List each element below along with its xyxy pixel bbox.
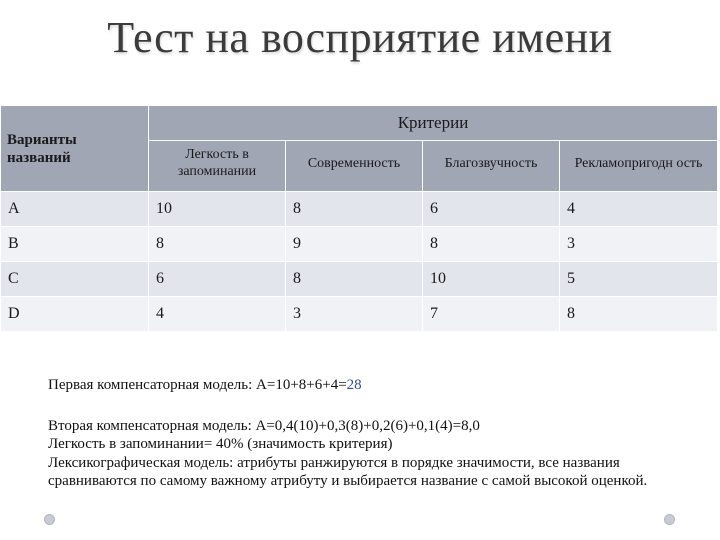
cell-value: 9 [286,227,423,262]
cell-value: 10 [423,262,560,297]
row-name: B [1,227,149,262]
variants-header: Варианты названий [1,106,149,192]
table-row [1,192,718,227]
row-name: A [1,192,149,227]
cell-value: 10 [149,192,286,227]
cell-value: 8 [149,227,286,262]
cell-value: 8 [286,262,423,297]
cell-value: 3 [286,297,423,332]
slide-title: Тест на восприятие имени [107,13,613,62]
cell-value: 6 [149,262,286,297]
note-first-model-text: Первая компенсаторная модель: A=10+8+6+4= [48,377,347,393]
row-name: D [1,297,149,332]
criterion-header: Благозвучность [423,141,560,192]
criteria-header: Критерии [149,106,718,141]
note-second-model: Вторая компенсаторная модель: A=0,4(10)+0,3(8)+0,2(6)+0,1(4)=8,0 [48,417,480,434]
cell-value: 3 [560,227,718,262]
note-first-model [48,376,708,395]
table-row [1,227,718,262]
note-lexicographic-model: Лексикографическая модель: атрибуты ранжируются в порядке значимости, все названия сравниваются по самому важному атрибуту и выбирается название с самой высокой оценкой. [48,454,648,489]
bullet-dot-left-decoration [44,514,55,525]
criterion-header: Легкость в запоминании [149,141,286,192]
cell-value: 6 [423,192,560,227]
cell-value: 8 [286,192,423,227]
cell-value: 7 [423,297,560,332]
bullet-dot-right-decoration [664,514,675,525]
cell-value: 8 [560,297,718,332]
cell-value: 5 [560,262,718,297]
criteria-table [0,105,718,332]
criterion-header: Современность [286,141,423,192]
note-importance: Легкость в запоминании= 40% (значимость критерия) [48,436,393,452]
cell-value: 4 [560,192,718,227]
table-row [1,262,718,297]
table-row [1,297,718,332]
criterion-header: Рекламопригодн ость [560,141,718,192]
cell-value: 8 [423,227,560,262]
cell-value: 4 [149,297,286,332]
notes-block [48,376,708,491]
note-first-model-result: 28 [346,377,362,393]
row-name: C [1,262,149,297]
